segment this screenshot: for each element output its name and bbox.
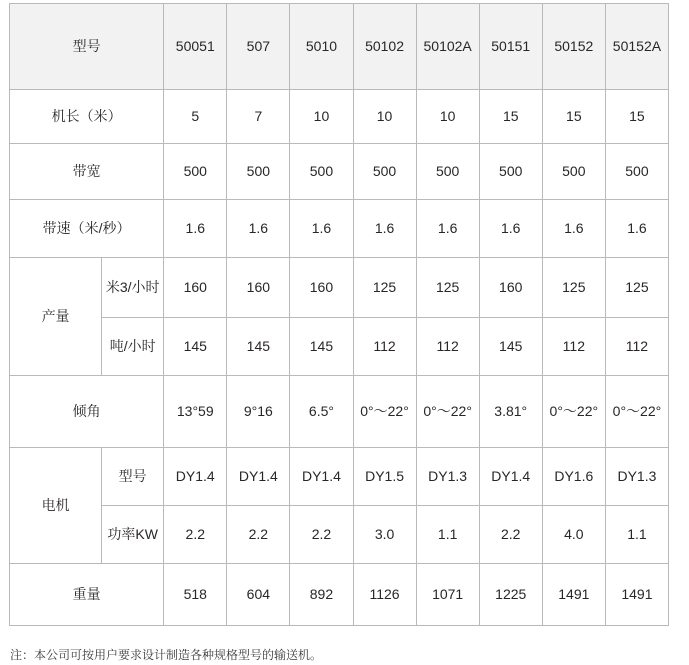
table-row [10,90,669,144]
cell: 0°～22° [605,376,668,448]
cell: 2.2 [164,506,227,564]
header-label-model: 型号 [10,4,164,90]
table-row [10,318,669,376]
cell: 15 [605,90,668,144]
cell: 1.6 [164,200,227,258]
cell: 1126 [353,564,416,626]
cell: 10 [353,90,416,144]
cell: 518 [164,564,227,626]
cell: 500 [605,144,668,200]
cell: 1071 [416,564,479,626]
cell: 145 [479,318,542,376]
cell: 7 [227,90,290,144]
row-sublabel-cubic-per-hour: 米3/小时 [102,258,164,318]
table-row [10,506,669,564]
cell: 160 [227,258,290,318]
specification-table [9,3,669,626]
cell: 1.6 [479,200,542,258]
table-row [10,448,669,506]
cell: DY1.4 [290,448,353,506]
cell: DY1.4 [227,448,290,506]
cell: 1.1 [416,506,479,564]
header-model-8: 50152A [605,4,668,90]
row-label-length: 机长（米） [10,90,164,144]
row-label-output: 产量 [10,258,102,376]
cell: 500 [353,144,416,200]
cell: 125 [542,258,605,318]
cell: 1.6 [290,200,353,258]
cell: 10 [416,90,479,144]
table-row [10,144,669,200]
header-model-7: 50152 [542,4,605,90]
header-model-5: 50102A [416,4,479,90]
cell: 125 [605,258,668,318]
cell: 0°～22° [542,376,605,448]
table-row [10,376,669,448]
header-model-3: 5010 [290,4,353,90]
table-row [10,200,669,258]
cell: 2.2 [479,506,542,564]
cell: DY1.4 [479,448,542,506]
cell: DY1.5 [353,448,416,506]
cell: DY1.3 [605,448,668,506]
cell: 500 [290,144,353,200]
cell: 5 [164,90,227,144]
cell: 13°59 [164,376,227,448]
cell: 500 [542,144,605,200]
cell: 9°16 [227,376,290,448]
cell: DY1.4 [164,448,227,506]
cell: 1491 [605,564,668,626]
cell: 112 [542,318,605,376]
row-sublabel-motor-model: 型号 [102,448,164,506]
cell: 500 [416,144,479,200]
header-model-4: 50102 [353,4,416,90]
cell: 145 [227,318,290,376]
cell: 0°～22° [353,376,416,448]
cell: 1.1 [605,506,668,564]
cell: 145 [290,318,353,376]
cell: DY1.3 [416,448,479,506]
cell: 1491 [542,564,605,626]
cell: 1.6 [227,200,290,258]
row-label-incline-angle: 倾角 [10,376,164,448]
cell: 160 [479,258,542,318]
row-sublabel-ton-per-hour: 吨/小时 [102,318,164,376]
cell: 1.6 [542,200,605,258]
cell: 112 [416,318,479,376]
row-label-belt-width: 带宽 [10,144,164,200]
cell: 15 [479,90,542,144]
row-sublabel-motor-power: 功率KW [102,506,164,564]
cell: 1225 [479,564,542,626]
cell: 125 [416,258,479,318]
table-footnote: 注：本公司可按用户要求设计制造各种规格型号的输送机。 [10,648,323,662]
cell: 145 [164,318,227,376]
cell: 2.2 [290,506,353,564]
cell: 892 [290,564,353,626]
row-label-belt-speed: 带速（米/秒） [10,200,164,258]
row-label-motor: 电机 [10,448,102,564]
cell: 0°～22° [416,376,479,448]
table-row [10,258,669,318]
table-row [10,564,669,626]
cell: DY1.6 [542,448,605,506]
cell: 15 [542,90,605,144]
cell: 112 [605,318,668,376]
cell: 3.81° [479,376,542,448]
cell: 3.0 [353,506,416,564]
cell: 500 [479,144,542,200]
cell: 160 [164,258,227,318]
cell: 2.2 [227,506,290,564]
cell: 160 [290,258,353,318]
cell: 4.0 [542,506,605,564]
cell: 10 [290,90,353,144]
cell: 500 [164,144,227,200]
cell: 500 [227,144,290,200]
cell: 1.6 [605,200,668,258]
header-model-1: 50051 [164,4,227,90]
cell: 125 [353,258,416,318]
cell: 1.6 [416,200,479,258]
table-header-row [10,4,669,90]
row-label-weight: 重量 [10,564,164,626]
cell: 112 [353,318,416,376]
cell: 604 [227,564,290,626]
header-model-6: 50151 [479,4,542,90]
cell: 6.5° [290,376,353,448]
spec-sheet [0,3,689,665]
cell: 1.6 [353,200,416,258]
header-model-2: 507 [227,4,290,90]
